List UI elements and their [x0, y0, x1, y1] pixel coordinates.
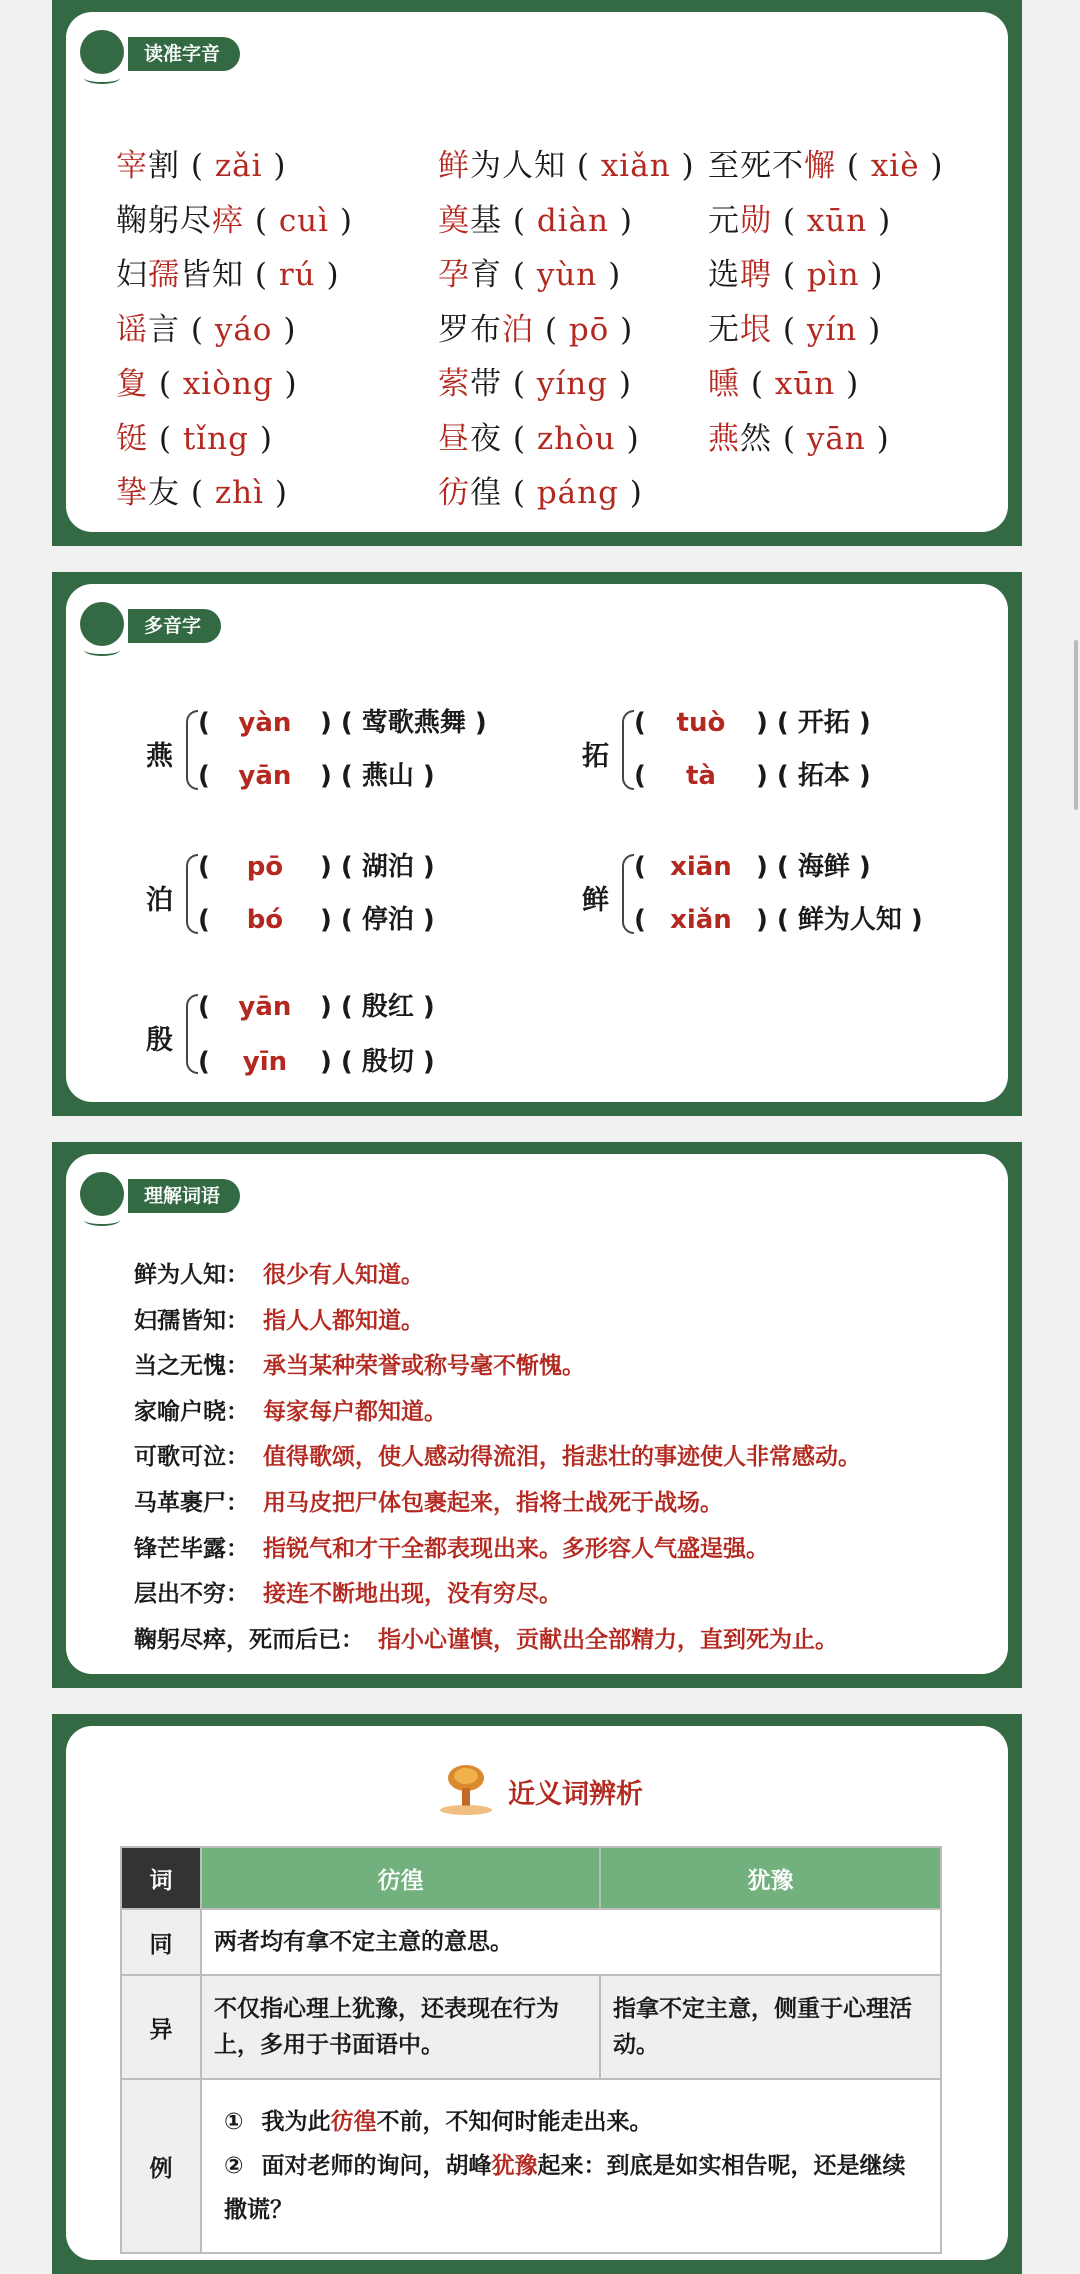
word-prefix: 选 — [708, 257, 740, 293]
pinyin-text: zhì — [214, 475, 265, 511]
paren-close: ) — [329, 202, 354, 239]
word-target-char: 鲜 — [438, 148, 470, 184]
paren-close: ) — [865, 420, 890, 457]
example-1 — [214, 2100, 928, 2144]
vocab-item — [134, 1347, 585, 1380]
reading-word: 拓本 — [797, 761, 850, 791]
vocab-definition: 很少有人知道。 — [263, 1262, 424, 1288]
word-target-char: 萦 — [438, 366, 470, 402]
word-suffix: 友 — [148, 475, 180, 511]
paren-mid: ) ( — [310, 905, 362, 935]
paren-close: ) — [413, 1047, 435, 1077]
polyphone-reading — [198, 1041, 435, 1078]
word-target-char: 瘁 — [212, 202, 244, 239]
word-target-char: 彷 — [438, 475, 470, 511]
vocab-definition: 承当某种荣誉或称号毫不惭愧。 — [263, 1353, 585, 1380]
paren-close: ) — [849, 708, 871, 738]
pinyin-text: rú — [278, 257, 316, 293]
vocab-item — [134, 1438, 861, 1471]
table-row-diff — [121, 1975, 941, 2079]
vocab-term: 当之无愧： — [134, 1353, 249, 1380]
polyphone-group — [146, 986, 566, 1106]
word-prefix: 无 — [708, 311, 740, 348]
pinyin-text: páng — [536, 475, 619, 511]
pinyin-item — [438, 304, 633, 349]
paren-close: ) — [609, 202, 633, 239]
paren-close: ) — [835, 366, 860, 402]
paren-open: ( — [148, 420, 183, 457]
paren-open: ( — [772, 202, 807, 239]
vocab-definition: 指锐气和才干全都表现出来。多形容人气盛逞强。 — [263, 1535, 769, 1562]
word-suffix: 皆知 — [180, 257, 244, 293]
pinyin-item — [438, 249, 621, 294]
paren-open: ( — [634, 905, 655, 935]
word-target-char: 燕 — [708, 420, 740, 457]
vocab-definition: 指人人都知道。 — [263, 1307, 424, 1334]
polyphone-group — [146, 702, 566, 822]
vocab-definition: 接连不断地出现，没有穷尽。 — [263, 1581, 562, 1608]
paren-open: ( — [148, 366, 183, 402]
vocab-term: 可歌可泣： — [134, 1444, 249, 1471]
vocab-definition: 每家每户都知道。 — [263, 1398, 447, 1425]
word-prefix: 鞠躬尽 — [116, 202, 212, 239]
pinyin-text: pìn — [806, 257, 860, 293]
paren-open: ( — [740, 366, 775, 402]
pinyin-item — [116, 304, 296, 349]
pinyin-item — [116, 195, 353, 240]
paren-mid: ) ( — [310, 708, 362, 738]
paren-open: ( — [502, 475, 537, 511]
word-target-char: 聘 — [740, 257, 772, 293]
reading-pinyin: tuò — [676, 708, 726, 738]
pinyin-item — [116, 413, 273, 458]
paren-close: ) — [615, 420, 640, 457]
section-synonym — [66, 1726, 1008, 2260]
reading-word: 殷切 — [361, 1047, 414, 1077]
polyphone-char: 拓 — [582, 741, 609, 772]
word-prefix: 至死不 — [708, 148, 804, 184]
example-1-number: ① — [224, 2109, 244, 2135]
reading-pinyin: yān — [238, 992, 292, 1022]
vocab-definition: 用马皮把尸体包裹起来，指将士战死于战场。 — [263, 1490, 723, 1516]
row-label-same: 同 — [121, 1909, 201, 1975]
paren-open: ( — [566, 148, 601, 184]
paren-open: ( — [198, 852, 219, 882]
header-circle-icon — [80, 30, 124, 74]
paren-open: ( — [198, 905, 219, 935]
paren-close: ) — [919, 148, 944, 184]
row-label-diff: 异 — [121, 1975, 201, 2079]
paren-open: ( — [772, 420, 807, 457]
paren-open: ( — [180, 148, 215, 184]
pinyin-text: diàn — [536, 202, 610, 239]
reading-pinyin: yān — [238, 761, 292, 791]
pinyin-item — [438, 195, 633, 240]
table-header-row — [121, 1847, 941, 1909]
row-label-example: 例 — [121, 2079, 201, 2253]
brace-icon — [622, 710, 634, 790]
word-target-char: 泊 — [502, 311, 534, 348]
vocab-term: 家喻户晓： — [134, 1398, 249, 1425]
paren-close: ) — [413, 992, 435, 1022]
paren-close: ) — [618, 475, 643, 511]
pinyin-item — [116, 358, 298, 403]
paren-open: ( — [180, 475, 215, 511]
polyphone-reading — [198, 986, 435, 1023]
same-text: 两者均有拿不定主意的意思。 — [201, 1909, 941, 1975]
pinyin-item — [438, 413, 640, 458]
polyphone-reading — [198, 846, 435, 883]
pinyin-text: pō — [568, 311, 610, 348]
paren-close: ) — [597, 257, 622, 293]
polyphone-char: 殷 — [146, 1025, 173, 1056]
paren-open: ( — [244, 202, 279, 239]
vocab-term: 层出不穷： — [134, 1581, 249, 1608]
pinyin-item — [708, 195, 891, 240]
section-pronunciation-card — [52, 0, 1022, 546]
section-title: 理解词语 — [128, 1179, 240, 1213]
polyphone-char: 燕 — [146, 741, 173, 772]
paren-close: ) — [272, 311, 297, 348]
reading-pinyin: pō — [246, 852, 284, 882]
paren-close: ) — [857, 311, 882, 348]
paren-open: ( — [180, 311, 215, 348]
pinyin-text: zhòu — [536, 420, 616, 457]
pinyin-item — [708, 140, 944, 185]
polyphone-reading — [634, 899, 923, 936]
word-suffix: 徨 — [470, 475, 502, 511]
brace-icon — [622, 854, 634, 934]
table-row-example — [121, 2079, 941, 2253]
example-cell — [201, 2079, 941, 2253]
polyphone-reading — [634, 755, 871, 792]
paren-open: ( — [534, 311, 569, 348]
vocab-item — [134, 1530, 769, 1563]
pinyin-text: xūn — [806, 202, 868, 239]
vocab-item — [134, 1575, 562, 1608]
pinyin-item — [116, 467, 288, 512]
diff-text-a: 不仅指心理上犹豫，还表现在行为上，多用于书面语中。 — [201, 1975, 600, 2079]
paren-close: ) — [413, 761, 435, 791]
vocab-item — [134, 1393, 447, 1426]
section-vocabulary-card — [52, 1142, 1022, 1688]
word-prefix: 妇 — [116, 257, 148, 293]
paren-open: ( — [198, 761, 219, 791]
header-wave-icon — [84, 644, 120, 656]
pinyin-text: xūn — [774, 366, 836, 402]
reading-word: 开拓 — [797, 708, 850, 738]
paren-close: ) — [413, 852, 435, 882]
example-2-post: 起来：到底是如实相告呢，还是继续撒谎？ — [224, 2153, 906, 2223]
paren-open: ( — [244, 257, 279, 293]
word-target-char: 挚 — [116, 475, 148, 511]
example-2-pre: 面对老师的询问，胡峰 — [261, 2153, 492, 2179]
word-target-char: 垠 — [740, 311, 772, 348]
word-prefix: 罗布 — [438, 311, 502, 348]
vocab-term: 马革裹尸： — [134, 1490, 249, 1516]
paren-mid: ) ( — [746, 852, 798, 882]
paren-close: ) — [867, 202, 892, 239]
header-wave-icon — [84, 72, 120, 84]
pinyin-item — [708, 358, 859, 403]
word-suffix: 割 — [148, 148, 180, 184]
paren-mid: ) ( — [746, 761, 798, 791]
word-target-char: 奠 — [438, 202, 470, 239]
synonym-table — [120, 1846, 942, 2254]
table-header-word-b: 犹豫 — [600, 1847, 941, 1909]
example-1-post: 不前，不知何时能走出来。 — [376, 2109, 653, 2135]
paren-open: ( — [502, 420, 537, 457]
word-target-char: 勋 — [740, 202, 772, 239]
mushroom-cloud-icon — [436, 1762, 496, 1818]
paren-close: ) — [901, 905, 923, 935]
pinyin-text: yān — [806, 420, 866, 457]
word-target-char: 昼 — [438, 420, 470, 457]
reading-pinyin: xiān — [670, 852, 732, 882]
reading-pinyin: yīn — [242, 1047, 288, 1077]
word-suffix: 带 — [470, 366, 502, 402]
paren-open: ( — [502, 257, 537, 293]
paren-close: ) — [413, 905, 435, 935]
pinyin-item — [438, 358, 632, 403]
pinyin-item — [438, 467, 643, 512]
paren-close: ) — [670, 148, 695, 184]
reading-pinyin: yàn — [238, 708, 292, 738]
reading-word: 莺歌燕舞 — [361, 708, 466, 738]
reading-word: 停泊 — [361, 905, 414, 935]
pinyin-text: yín — [806, 311, 858, 348]
table-header-word: 词 — [121, 1847, 201, 1909]
vocab-term: 锋芒毕露： — [134, 1535, 249, 1562]
pinyin-text: xiòng — [182, 366, 274, 402]
paren-open: ( — [772, 257, 807, 293]
header-circle-icon — [80, 602, 124, 646]
pinyin-text: tǐng — [182, 420, 249, 457]
paren-open: ( — [634, 852, 655, 882]
section-title: 多音字 — [128, 609, 221, 643]
section-pronunciation — [66, 12, 1008, 532]
diff-text-b: 指拿不定主意，侧重于心理活动。 — [600, 1975, 941, 2079]
pinyin-text: zǎi — [214, 148, 263, 184]
pinyin-item — [708, 304, 881, 349]
reading-pinyin: tà — [685, 761, 716, 791]
paren-close: ) — [849, 852, 871, 882]
paren-close: ) — [262, 148, 287, 184]
word-target-char: 孕 — [438, 257, 470, 293]
paren-open: ( — [198, 708, 219, 738]
polyphone-char: 鲜 — [582, 885, 609, 916]
paren-open: ( — [772, 311, 807, 348]
paren-open: ( — [634, 708, 655, 738]
word-suffix: 育 — [470, 257, 502, 293]
pinyin-text: xiǎn — [600, 148, 671, 184]
word-target-char: 曛 — [708, 366, 740, 402]
polyphone-reading — [198, 702, 487, 739]
polyphone-reading — [198, 899, 435, 936]
word-target-char: 宰 — [116, 148, 148, 184]
polyphone-group — [582, 702, 1002, 822]
paren-mid: ) ( — [310, 992, 362, 1022]
reading-word: 殷红 — [361, 992, 414, 1022]
polyphone-reading — [634, 846, 871, 883]
paren-close: ) — [465, 708, 487, 738]
paren-open: ( — [502, 366, 537, 402]
paren-close: ) — [859, 257, 884, 293]
word-target-char: 谣 — [116, 311, 148, 348]
polyphone-char: 泊 — [146, 885, 173, 916]
vocab-item — [134, 1484, 723, 1517]
synonym-section-title: 近义词辨析 — [508, 1779, 643, 1810]
brace-icon — [186, 854, 198, 934]
example-1-highlight: 彷徨 — [330, 2109, 377, 2135]
word-target-char: 孺 — [148, 257, 180, 293]
pinyin-item — [116, 249, 340, 294]
vocab-item — [134, 1256, 424, 1289]
word-target-char: 夐 — [116, 366, 148, 402]
section-polyphone — [66, 584, 1008, 1102]
vocab-definition: 值得歌颂，使人感动得流泪，指悲壮的事迹使人非常感动。 — [263, 1444, 861, 1471]
paren-open: ( — [634, 761, 655, 791]
paren-close: ) — [273, 366, 298, 402]
word-target-char: 懈 — [804, 148, 836, 184]
paren-mid: ) ( — [310, 852, 362, 882]
example-2-number: ② — [224, 2153, 244, 2179]
word-suffix: 夜 — [470, 420, 502, 457]
example-2-highlight: 犹豫 — [491, 2153, 538, 2179]
reading-word: 湖泊 — [361, 852, 414, 882]
reading-pinyin: xiǎn — [670, 905, 732, 935]
paren-close: ) — [608, 366, 633, 402]
vocab-term: 鲜为人知： — [134, 1262, 249, 1288]
brace-icon — [186, 710, 198, 790]
word-suffix: 为人知 — [470, 148, 566, 184]
paren-mid: ) ( — [310, 761, 362, 791]
example-2 — [214, 2144, 928, 2232]
paren-close: ) — [609, 311, 634, 348]
reading-pinyin: bó — [246, 905, 284, 935]
vocab-item — [134, 1302, 424, 1335]
reading-word: 鲜为人知 — [797, 905, 902, 935]
paren-mid: ) ( — [746, 708, 798, 738]
header-circle-icon — [80, 1172, 124, 1216]
word-suffix: 言 — [148, 311, 180, 348]
section-vocabulary — [66, 1154, 1008, 1674]
word-prefix: 元 — [708, 202, 740, 239]
word-suffix: 然 — [740, 420, 772, 457]
vocab-definition: 指小心谨慎，贡献出全部精力，直到死为止。 — [378, 1626, 838, 1653]
brace-icon — [186, 994, 198, 1074]
vocab-term: 妇孺皆知： — [134, 1307, 249, 1334]
paren-mid: ) ( — [310, 1047, 362, 1077]
paren-close: ) — [849, 761, 871, 791]
paren-open: ( — [198, 992, 219, 1022]
polyphone-group — [146, 846, 566, 966]
scrollbar[interactable] — [1074, 640, 1078, 810]
pinyin-text: xiè — [870, 148, 920, 184]
section-polyphone-card — [52, 572, 1022, 1116]
section-title: 读准字音 — [128, 37, 240, 71]
polyphone-reading — [198, 755, 435, 792]
vocab-item — [134, 1621, 838, 1654]
table-row-same — [121, 1909, 941, 1975]
word-suffix: 基 — [470, 202, 502, 239]
paren-close: ) — [249, 420, 273, 457]
reading-word: 海鲜 — [797, 852, 850, 882]
pinyin-text: cuì — [278, 202, 330, 239]
vocab-term: 鞠躬尽瘁，死而后已： — [134, 1626, 364, 1653]
polyphone-reading — [634, 702, 871, 739]
pinyin-item — [708, 413, 890, 458]
pinyin-item — [116, 140, 287, 185]
pinyin-text: yíng — [536, 366, 609, 402]
header-wave-icon — [84, 1214, 120, 1226]
pinyin-item — [708, 249, 884, 294]
reading-word: 燕山 — [361, 761, 414, 791]
paren-open: ( — [836, 148, 871, 184]
paren-close: ) — [264, 475, 288, 511]
paren-close: ) — [315, 257, 340, 293]
paren-mid: ) ( — [746, 905, 798, 935]
paren-open: ( — [502, 202, 537, 239]
table-header-word-a: 彷徨 — [201, 1847, 600, 1909]
word-target-char: 铤 — [116, 420, 148, 457]
pinyin-text: yùn — [536, 257, 598, 293]
section-synonym-card — [52, 1714, 1022, 2274]
paren-open: ( — [198, 1047, 219, 1077]
pinyin-item — [438, 140, 695, 185]
polyphone-group — [582, 846, 1002, 966]
example-1-pre: 我为此 — [261, 2109, 331, 2135]
pinyin-text: yáo — [214, 311, 273, 348]
